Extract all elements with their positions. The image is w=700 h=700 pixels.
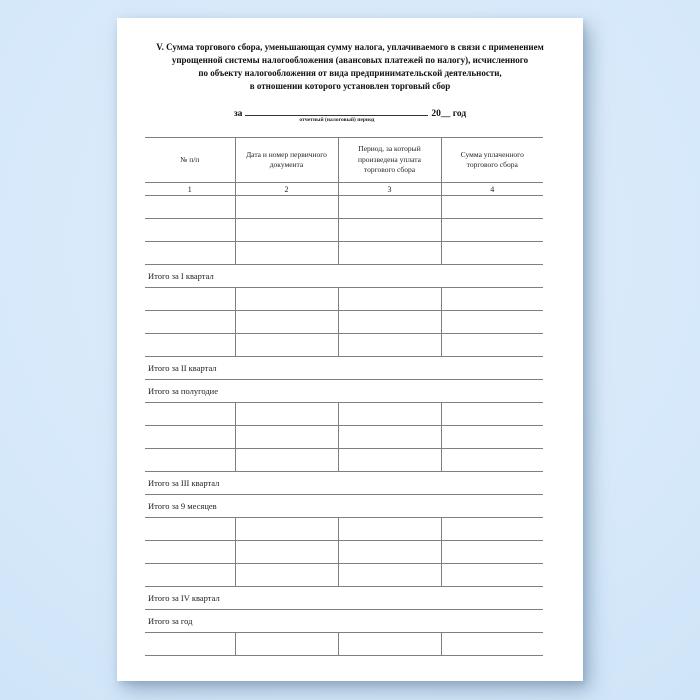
table-empty-cell (145, 196, 235, 219)
table-total-row (145, 610, 543, 633)
table-empty-cell (338, 288, 441, 311)
table-empty-row (145, 518, 543, 541)
section-title (117, 41, 583, 93)
table-empty-cell (338, 219, 441, 242)
table-empty-row (145, 196, 543, 219)
period-blank-line (245, 106, 428, 123)
table-empty-cell (338, 518, 441, 541)
table-empty-cell (441, 219, 543, 242)
table-empty-cell (441, 196, 543, 219)
table-empty-cell (338, 311, 441, 334)
period-suffix: 20__ год (431, 109, 467, 119)
table-empty-cell (235, 311, 338, 334)
table-empty-cell (145, 403, 235, 426)
table-empty-cell (338, 564, 441, 587)
period-caption: отчетный (налоговый) период (299, 117, 375, 123)
table-empty-row (145, 288, 543, 311)
table-empty-cell (338, 449, 441, 472)
section-title-line: V. Сумма торгового сбора, уменьшающая сумму налога, уплачиваемого в связи с применением (156, 42, 544, 52)
table-empty-cell (235, 288, 338, 311)
table-empty-cell (145, 426, 235, 449)
table-empty-cell (338, 426, 441, 449)
trade-fee-table (145, 137, 543, 656)
table-empty-cell (235, 541, 338, 564)
table-empty-cell (235, 426, 338, 449)
table-empty-row (145, 334, 543, 357)
table-empty-cell (441, 541, 543, 564)
table-total-label: Итого за IV квартал (145, 587, 543, 610)
section-title-line: упрощенной системы налогообложения (авансовых платежей по налогу), исчисленного (171, 55, 529, 65)
table-total-row (145, 587, 543, 610)
table-empty-cell (235, 334, 338, 357)
section-title-line: по объекту налогообложения от вида предпринимательской деятельности, (198, 68, 502, 78)
table-empty-cell (235, 219, 338, 242)
column-number: 1 (145, 183, 235, 196)
table-empty-cell (235, 633, 338, 656)
header-row-number: № п/п (145, 138, 235, 183)
table-empty-cell (235, 518, 338, 541)
table-total-label: Итого за III квартал (145, 472, 543, 495)
table-total-row (145, 472, 543, 495)
table-total-row (145, 495, 543, 518)
table-empty-cell (441, 403, 543, 426)
table-empty-cell (235, 564, 338, 587)
table-empty-cell (441, 334, 543, 357)
table-empty-cell (338, 541, 441, 564)
table-empty-cell (441, 311, 543, 334)
table-empty-row (145, 242, 543, 265)
table-empty-cell (338, 403, 441, 426)
table-empty-cell (441, 518, 543, 541)
table-empty-cell (145, 288, 235, 311)
table-empty-cell (145, 242, 235, 265)
table-total-row (145, 380, 543, 403)
table-empty-row (145, 311, 543, 334)
table-empty-cell (145, 449, 235, 472)
column-number: 2 (235, 183, 338, 196)
table-total-label: Итого за II квартал (145, 357, 543, 380)
table-empty-cell (145, 564, 235, 587)
table-total-row (145, 357, 543, 380)
table-empty-cell (145, 311, 235, 334)
header-doc-date-number: Дата и номер первичного документа (235, 138, 338, 183)
table-empty-row (145, 449, 543, 472)
table-empty-row (145, 219, 543, 242)
table-empty-row (145, 541, 543, 564)
table-empty-row (145, 426, 543, 449)
table-empty-cell (338, 334, 441, 357)
table-empty-cell (338, 196, 441, 219)
table-empty-cell (441, 288, 543, 311)
table-total-label: Итого за год (145, 610, 543, 633)
table-empty-cell (441, 633, 543, 656)
table-empty-cell (145, 633, 235, 656)
table-empty-cell (441, 242, 543, 265)
table-total-label: Итого за 9 месяцев (145, 495, 543, 518)
column-number: 4 (441, 183, 543, 196)
header-paid-amount: Сумма уплаченного торгового сбора (441, 138, 543, 183)
table-empty-cell (235, 196, 338, 219)
table-empty-cell (441, 449, 543, 472)
document-page (117, 18, 583, 681)
table-empty-cell (145, 518, 235, 541)
table-empty-cell (441, 564, 543, 587)
table-empty-cell (441, 426, 543, 449)
table-empty-cell (235, 403, 338, 426)
table-empty-cell (145, 219, 235, 242)
table-empty-cell (145, 334, 235, 357)
table-total-row (145, 265, 543, 288)
table-empty-cell (235, 449, 338, 472)
column-number-row (145, 183, 543, 196)
table-empty-cell (338, 633, 441, 656)
table-empty-cell (338, 242, 441, 265)
period-prefix: за (233, 109, 243, 119)
header-payment-period: Период, за который произведена уплата торгового сбора (338, 138, 441, 183)
table-empty-row (145, 633, 543, 656)
table-total-label: Итого за I квартал (145, 265, 543, 288)
period-row (117, 106, 583, 123)
column-number: 3 (338, 183, 441, 196)
table-header-row (145, 138, 543, 183)
table-empty-row (145, 403, 543, 426)
section-title-line: в отношении которого установлен торговый сбор (249, 81, 451, 91)
table-empty-cell (145, 541, 235, 564)
table-total-label: Итого за полугодие (145, 380, 543, 403)
table-empty-row (145, 564, 543, 587)
table-empty-cell (235, 242, 338, 265)
